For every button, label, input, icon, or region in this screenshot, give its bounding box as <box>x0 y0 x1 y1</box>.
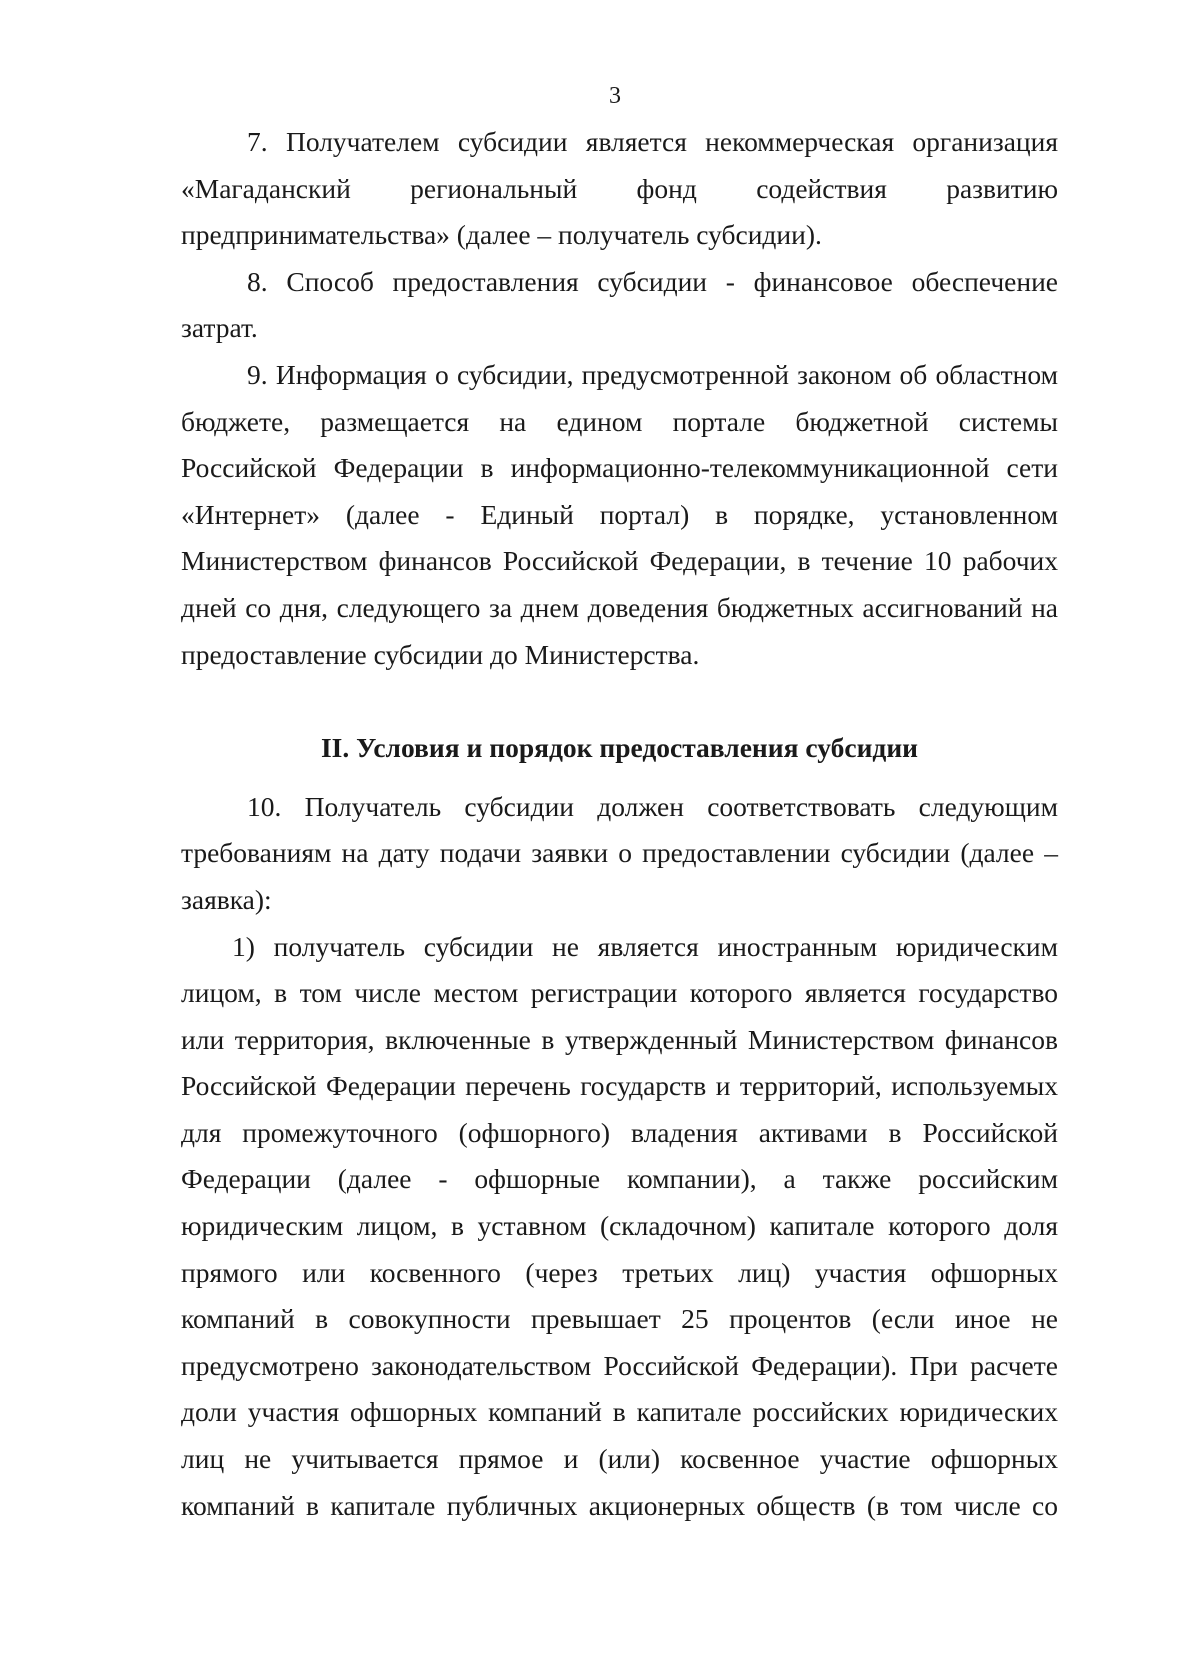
paragraph-10 <box>181 784 1058 924</box>
text-line: Российской Федерации в информационно-телекоммуникационной сети <box>181 452 1058 484</box>
document-body <box>181 119 1058 1529</box>
text-line: бюджете, размещается на едином портале бюджетной системы <box>181 405 1058 437</box>
text-line: предпринимательства» (далее – получатель субсидии). <box>181 219 822 251</box>
list-item-1 <box>181 924 1058 1530</box>
text-line: предусмотрено законодательством Российской Федерации). При расчете <box>181 1349 1058 1381</box>
text-line: или территория, включенные в утвержденный Министерством финансов <box>181 1023 1058 1055</box>
paragraph-8 <box>181 259 1058 352</box>
spacer <box>181 772 1058 784</box>
text-line: Министерством финансов Российской Федерации, в течение 10 рабочих <box>181 545 1058 577</box>
paragraph-7 <box>181 119 1058 259</box>
text-line: Российской Федерации перечень государств и территорий, используемых <box>181 1070 1058 1102</box>
text-line: компаний в совокупности превышает 25 процентов (если иное не <box>181 1303 1058 1335</box>
text-line: 1) получатель субсидии не является иностранным юридическим <box>232 930 1058 962</box>
text-line: «Интернет» (далее - Единый портал) в порядке, установленном <box>181 498 1058 530</box>
text-line: лицом, в том числе местом регистрации которого является государство <box>181 977 1058 1009</box>
text-line: затрат. <box>181 312 258 344</box>
text-line: 7. Получателем субсидии является некоммерческая организация <box>247 126 1058 157</box>
text-line: прямого или косвенного (через третьих лиц) участия офшорных <box>181 1256 1058 1288</box>
text-line: 10. Получатель субсидии должен соответствовать следующим <box>247 790 1058 822</box>
text-line: 8. Способ предоставления субсидии - финансовое обеспечение <box>247 265 1058 297</box>
text-line: требованиям на дату подачи заявки о предоставлении субсидии (далее – <box>181 837 1058 869</box>
text-line: дней со дня, следующего за днем доведения бюджетных ассигнований на <box>181 591 1058 623</box>
text-line: 9. Информация о субсидии, предусмотренной законом об областном <box>247 358 1058 390</box>
text-line: «Магаданский региональный фонд содействия развитию <box>181 172 1058 204</box>
paragraph-9 <box>181 352 1058 678</box>
page-number: 3 <box>609 83 621 109</box>
section-heading: II. Условия и порядок предоставления субсидии <box>320 732 919 764</box>
text-line: компаний в капитале публичных акционерных обществ (в том числе со <box>181 1489 1058 1521</box>
text-line: Федерации (далее - офшорные компании), а также российским <box>181 1163 1058 1195</box>
spacer <box>181 678 1058 725</box>
text-line: доли участия офшорных компаний в капитале российских юридических <box>181 1396 1058 1428</box>
text-line: для промежуточного (офшорного) владения активами в Российской <box>181 1116 1058 1148</box>
text-line: заявка): <box>181 883 272 915</box>
text-line: лиц не учитывается прямое и (или) косвенное участие офшорных <box>181 1443 1058 1475</box>
text-line: юридическим лицом, в уставном (складочном) капитале которого доля <box>181 1210 1058 1242</box>
text-line: предоставление субсидии до Министерства. <box>181 638 700 670</box>
